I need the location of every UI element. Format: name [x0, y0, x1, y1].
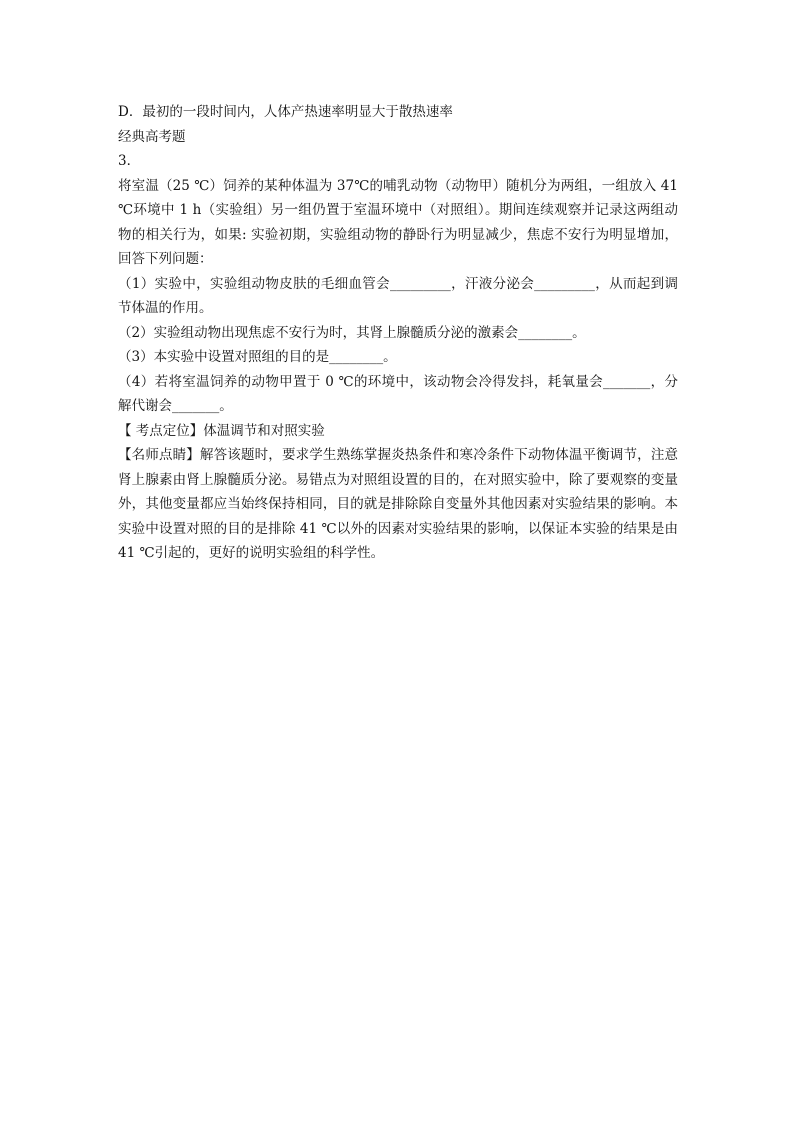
section-heading: 经典高考题	[118, 128, 186, 145]
teacher-comment: 【名师点睛】解答该题时，要求学生熟练掌握炎热条件和寒冷条件下动物体温平衡调节，注意肾上腺素由肾上腺髓质分泌。易错点为对照组设置的目的，在对照实验中，除了要观察的变量外，其他变量都应当始终保持相同，目的就是排除除自变量外其他因素对实验结果的影响。本实验中设置对照的目的是排除 41 ℃以外的因素对实验结果的影响，以保证本实验的结果是由 41 ℃引起的，更好的说明实验组的科学性。	[118, 447, 678, 561]
key-point: 【 考点定位】体温调节和对照实验	[118, 422, 325, 439]
question-stem: 将室温（25 ℃）饲养的某种体温为 37℃的哺乳动物（动物甲）随机分为两组，一组放入 41 ℃环境中 1 h（实验组）另一组仍置于室温环境中（对照组）。期间连续观察并记录这两组动物的相关行为，如果: 实验初期，实验组动物的静卧行为明显减少，焦虑不安行为明显增加，回答下列问题：	[118, 177, 678, 267]
option-d: D．最初的一段时间内，人体产热速率明显大于散热速率	[118, 104, 453, 120]
sub-question-2: （2）实验组动物出现焦虑不安行为时，其肾上腺髓质分泌的激素会________。	[118, 324, 586, 341]
question-number: 3．	[118, 153, 141, 169]
sub-question-1: （1）实验中，实验组动物皮肤的毛细血管会_________，汗液分泌会_________，从而起到调节体温的作用。	[118, 275, 678, 316]
sub-question-4: （4）若将室温饲养的动物甲置于 0 ℃的环境中，该动物会冷得发抖，耗氧量会_______，分解代谢会_______。	[118, 373, 678, 414]
sub-question-3: （3）本实验中设置对照组的目的是________。	[118, 349, 397, 365]
document-page	[118, 100, 678, 566]
